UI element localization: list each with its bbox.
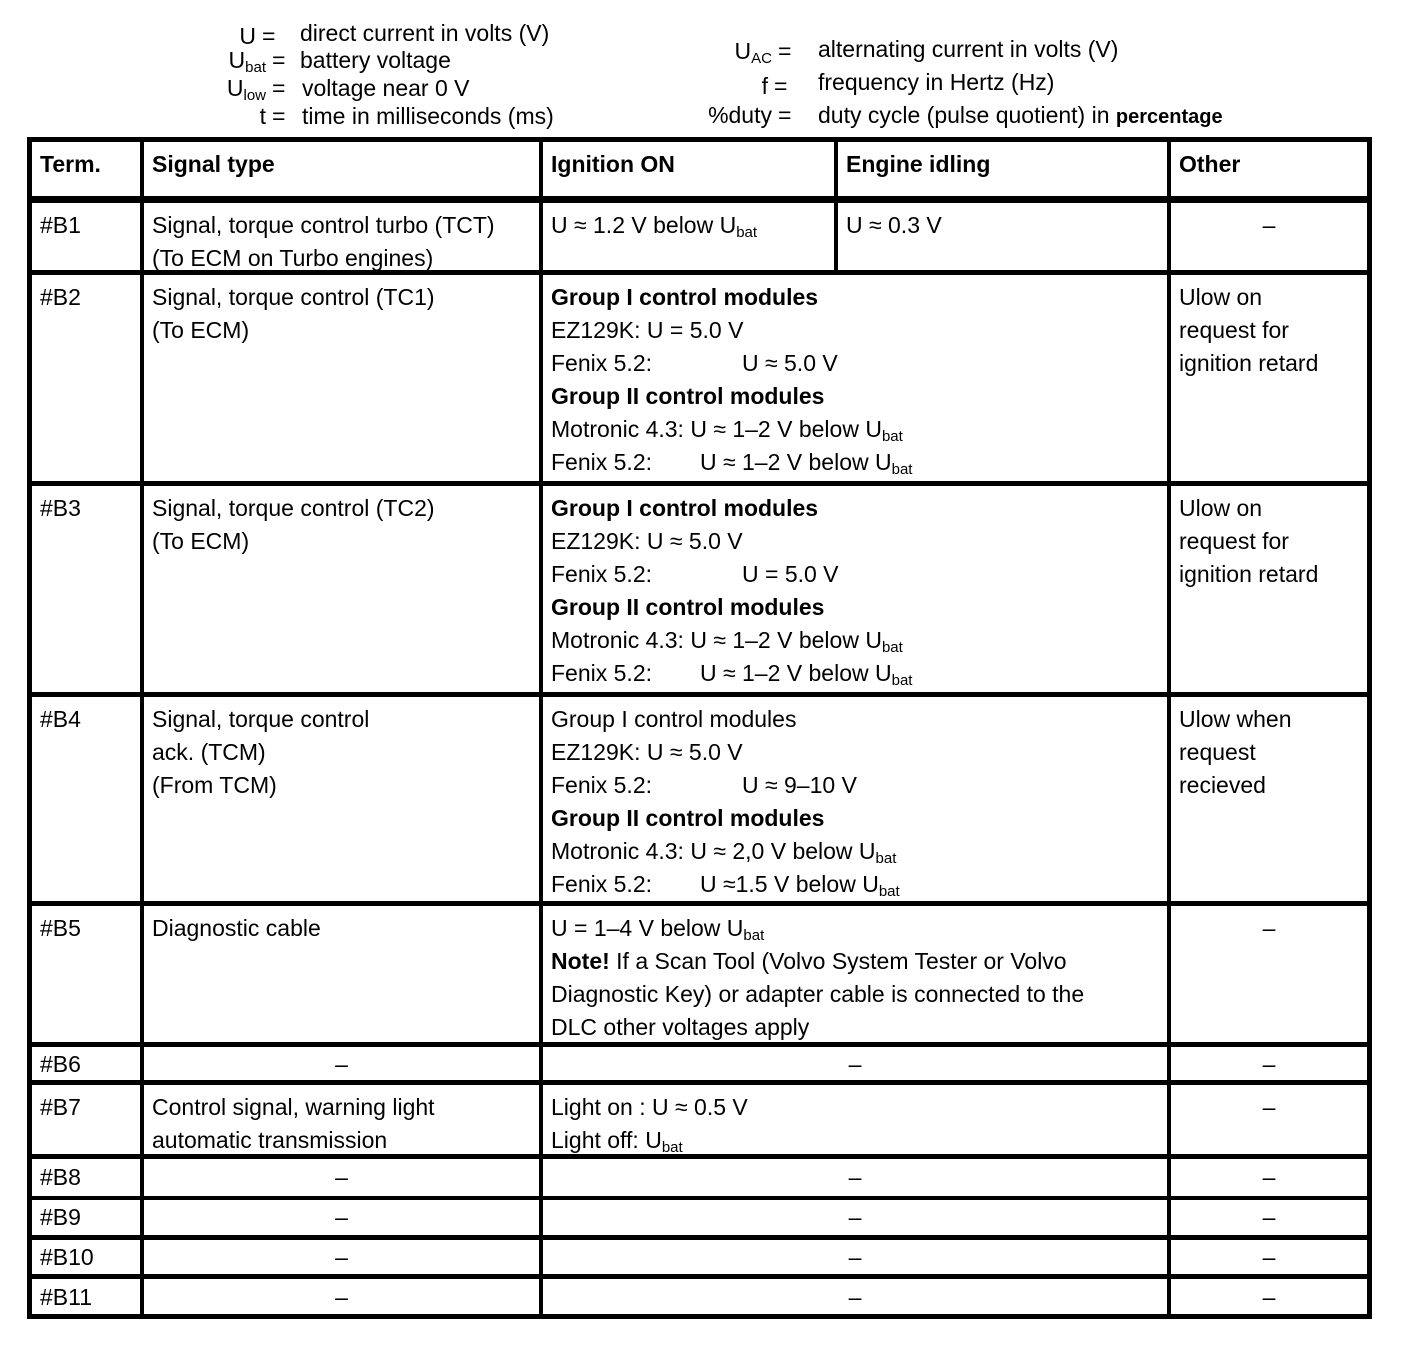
signal-table: [27, 137, 1372, 1319]
row-b11-signal: –: [144, 1279, 539, 1314]
row-b9-ignition-idle: –: [543, 1200, 1167, 1235]
row-b3-ignition-idle: Group I control modules EZ129K: U ≈ 5.0 V Fenix 5.2: U = 5.0 V Group II control modules Motronic 4.3: U ≈ 1–2 V below $U_{bat}$ Fenix 5.2: U ≈ 1–2 V below $U_{bat}$: [543, 486, 1167, 692]
row-b8-signal: –: [144, 1159, 539, 1196]
row-b7-ignition-idle: Light on : U ≈ 0.5 V Light off: $U_{bat}$: [543, 1085, 1167, 1154]
row-b8-other: –: [1171, 1159, 1367, 1196]
row-b4-signal: Signal, torque control ack. (TCM) (From TCM): [144, 697, 539, 901]
row-b10-term: #B10: [32, 1240, 140, 1274]
row-b2-ignition-idle: Group I control modules EZ129K: U = 5.0 V Fenix 5.2: U ≈ 5.0 V Group II control modules Motronic 4.3: U ≈ 1–2 V below $U_{bat}$ Fenix 5.2: U ≈ 1–2 V below $U_{bat}$: [543, 275, 1167, 481]
row-b7-term: #B7: [32, 1085, 140, 1154]
row-b5-other: –: [1171, 906, 1367, 1042]
row-b6-signal: –: [144, 1047, 539, 1080]
row-b3-term: #B3: [32, 486, 140, 692]
row-b5-term: #B5: [32, 906, 140, 1042]
row-b10-ignition-idle: –: [543, 1240, 1167, 1274]
header-ignition-on: Ignition ON: [543, 142, 834, 196]
row-b2-other: Ulow on request for ignition retard: [1171, 275, 1367, 481]
row-b11-ignition-idle: –: [543, 1279, 1167, 1314]
row-b9-other: –: [1171, 1200, 1367, 1235]
header-engine-idling: Engine idling: [838, 142, 1167, 196]
row-b9-signal: –: [144, 1200, 539, 1235]
row-b6-term: #B6: [32, 1047, 140, 1080]
row-b1-term: #B1: [32, 203, 140, 270]
row-b6-ignition-idle: –: [543, 1047, 1167, 1080]
header-term: Term.: [32, 142, 140, 196]
row-b3-signal: Signal, torque control (TC2) (To ECM): [144, 486, 539, 692]
row-b9-term: #B9: [32, 1200, 140, 1235]
row-b8-term: #B8: [32, 1159, 140, 1196]
row-b5-ignition-idle: U = 1–4 V below $U_{bat}$ Note! If a Scan Tool (Volvo System Tester or Volvo Diagnostic Key) or adapter cable is connected to the DLC other voltages apply: [543, 906, 1167, 1042]
row-b1-other: –: [1171, 203, 1367, 270]
header-signal-type: Signal type: [144, 142, 539, 196]
row-b1-ignition: U ≈ 1.2 V below $U_{bat}$: [543, 203, 834, 270]
row-b10-signal: –: [144, 1240, 539, 1274]
row-b1-idle: U ≈ 0.3 V: [838, 203, 1167, 270]
row-b10-other: –: [1171, 1240, 1367, 1274]
row-b8-ignition-idle: –: [543, 1159, 1167, 1196]
row-b11-term: #B11: [32, 1279, 140, 1314]
row-b2-signal: Signal, torque control (TC1) (To ECM): [144, 275, 539, 481]
row-b3-other: Ulow on request for ignition retard: [1171, 486, 1367, 692]
row-b4-term: #B4: [32, 697, 140, 901]
row-b11-other: –: [1171, 1279, 1367, 1314]
row-b1-signal: Signal, torque control turbo (TCT) (To ECM on Turbo engines): [144, 203, 539, 270]
row-b4-other: Ulow when request recieved: [1171, 697, 1367, 901]
header-other: Other: [1171, 142, 1367, 196]
row-b7-other: –: [1171, 1085, 1367, 1154]
row-b2-term: #B2: [32, 275, 140, 481]
row-b4-ignition-idle: Group I control modules EZ129K: U ≈ 5.0 V Fenix 5.2: U ≈ 9–10 V Group II control modules Motronic 4.3: U ≈ 2,0 V below $U_{bat}$ Fenix 5.2: U ≈1.5 V below $U_{bat}$: [543, 697, 1167, 901]
row-b6-other: –: [1171, 1047, 1367, 1080]
row-b5-signal: Diagnostic cable: [144, 906, 539, 1042]
row-b7-signal: Control signal, warning light automatic transmission: [144, 1085, 539, 1154]
